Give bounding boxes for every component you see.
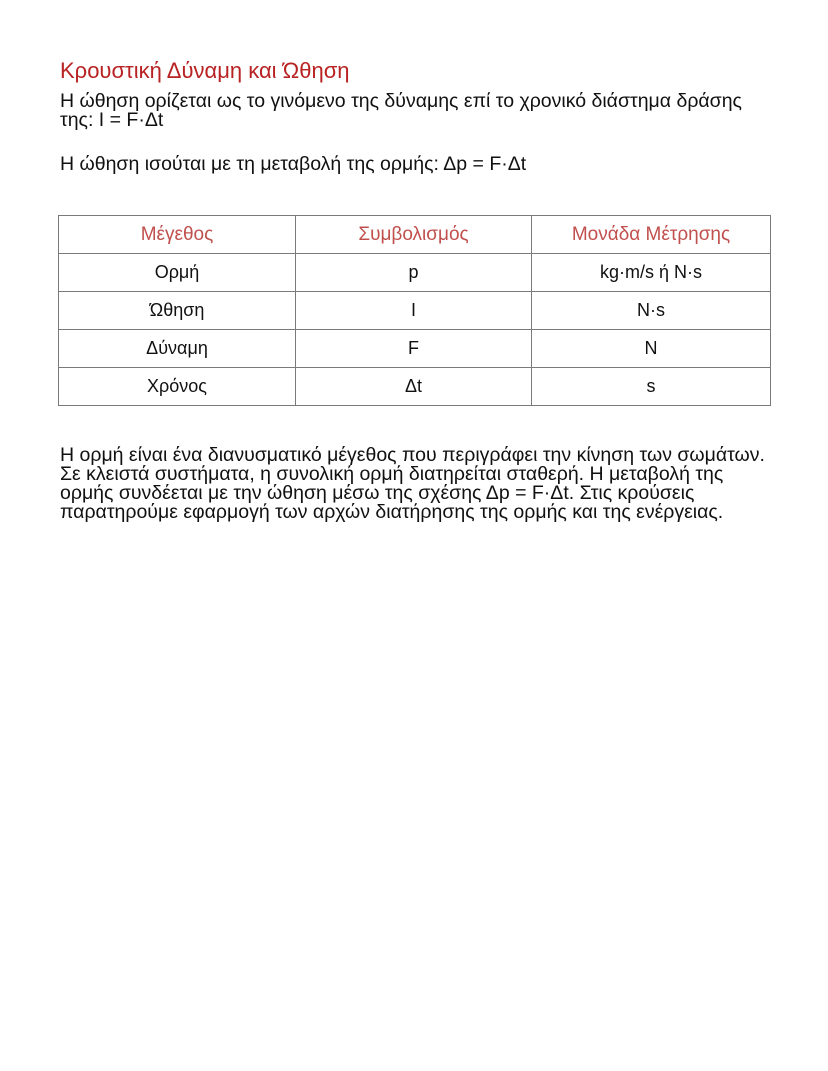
table-row	[59, 254, 771, 292]
impulse-definition-paragraph: Η ώθηση ορίζεται ως το γινόμενο της δύναμης επί το χρονικό διάστημα δράσης της: I = F·Δt	[60, 90, 742, 131]
table-cell: Δύναμη	[59, 330, 296, 368]
table-cell: N	[532, 330, 771, 368]
table-cell: N·s	[532, 292, 771, 330]
table-cell: Χρόνος	[59, 368, 296, 406]
table-cell: kg·m/s ή N·s	[532, 254, 771, 292]
table-header-row	[59, 216, 771, 254]
header-quantity: Μέγεθος	[59, 216, 296, 254]
table-cell: Δt	[296, 368, 532, 406]
table-row	[59, 330, 771, 368]
table-cell: Ορμή	[59, 254, 296, 292]
table-row	[59, 368, 771, 406]
table-cell: I	[296, 292, 532, 330]
header-unit: Μονάδα Μέτρησης	[532, 216, 771, 254]
table-row	[59, 292, 771, 330]
page-title: Κρουστική Δύναμη και Ώθηση	[60, 58, 350, 83]
table-cell: Ώθηση	[59, 292, 296, 330]
impulse-momentum-paragraph: Η ώθηση ισούται με τη μεταβολή της ορμής: Δp = F·Δt	[60, 153, 527, 175]
table-cell: s	[532, 368, 771, 406]
momentum-summary-paragraph: Η ορμή είναι ένα διανυσματικό μέγεθος που περιγράφει την κίνηση των σωμάτων. Σε κλειστά συστήματα, η συνολική ορμή διατηρείται σταθερή. Η μεταβολή της ορμής συνδέεται με την ώθηση μέσω της σχέσης Δp = F·Δt. Στις κρούσεις παρατηρούμε εφαρμογή των αρχών διατήρησης της ορμής και της ενέργειας.	[60, 444, 765, 523]
table-cell: p	[296, 254, 532, 292]
table-cell: F	[296, 330, 532, 368]
header-symbol: Συμβολισμός	[296, 216, 532, 254]
quantities-table	[58, 215, 771, 406]
